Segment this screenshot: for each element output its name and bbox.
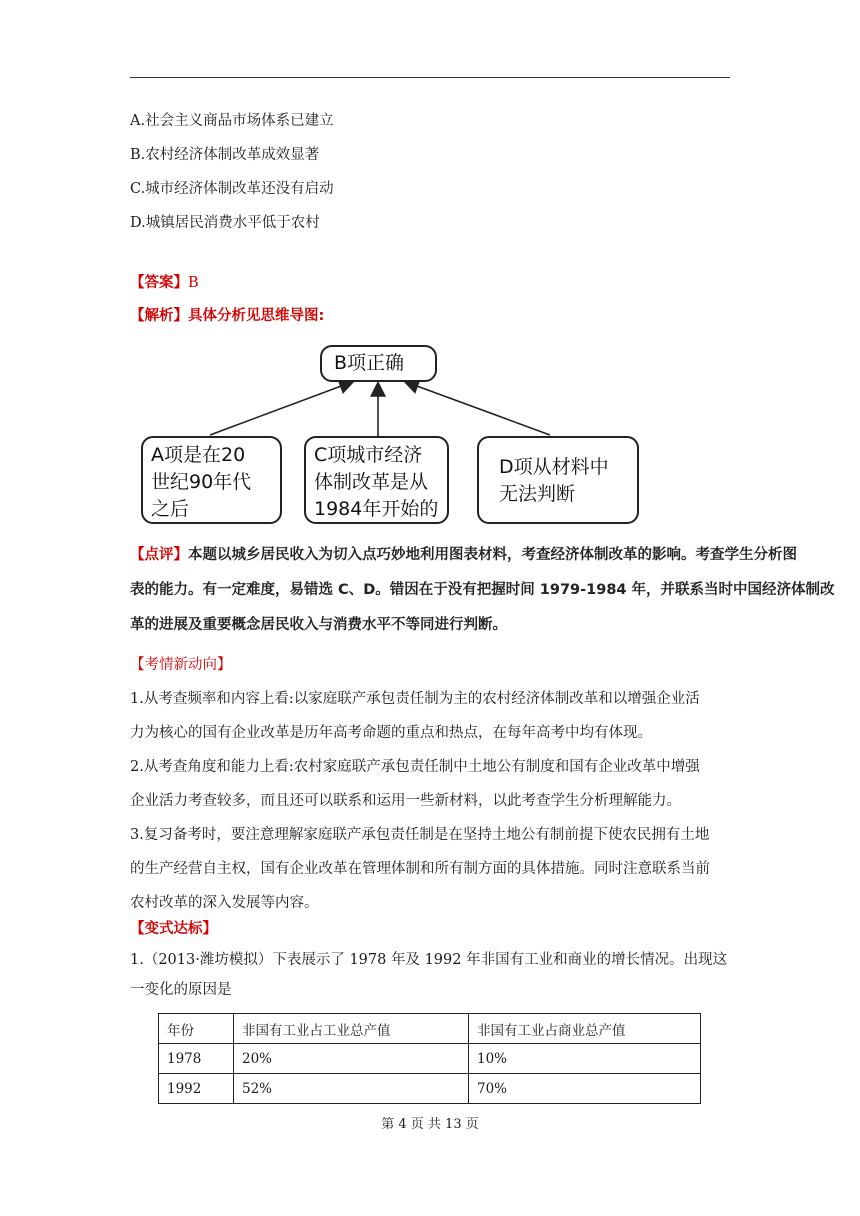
trends-line-7: 农村改革的深入发展等内容。 — [130, 895, 319, 911]
table-header-cell: 年份 — [159, 1014, 234, 1044]
mindmap-root — [320, 345, 437, 382]
node-a-line-3: 之后 — [151, 498, 190, 520]
node-d-line-2: 无法判断 — [499, 483, 576, 505]
option-a: A.社会主义商品市场体系已建立 — [130, 113, 334, 129]
table-header-row — [159, 1014, 701, 1044]
table-header-cell: 非国有工业占工业总产值 — [234, 1014, 469, 1044]
option-d: D.城镇居民消费水平低于农村 — [130, 215, 320, 231]
comment-tag: 【点评】 — [130, 547, 188, 563]
table-cell: 70% — [469, 1074, 701, 1104]
option-c: C.城市经济体制改革还没有启动 — [130, 181, 334, 197]
data-table — [158, 1013, 701, 1104]
node-d-line-1: D项从材料中 — [499, 456, 609, 478]
trends-line-5: 3.复习备考时，要注意理解家庭联产承包责任制是在坚持土地公有制前提下使农民拥有土地 — [130, 827, 710, 843]
mindmap-root-label: B项正确 — [334, 352, 405, 374]
comment-line-1 — [130, 545, 797, 565]
trends-line-6: 的生产经营自主权，国有企业改革在管理体制和所有制方面的具体措施。同时注意联系当前 — [130, 861, 710, 877]
trends-line-1: 1.从考查频率和内容上看:以家庭联产承包责任制为主的农村经济体制改革和以增强企业活 — [130, 691, 700, 707]
mindmap-node-d — [477, 436, 639, 524]
node-c-line-2: 体制改革是从 — [314, 471, 429, 493]
table-cell: 52% — [234, 1074, 469, 1104]
table-cell: 1978 — [159, 1044, 234, 1074]
analysis-text: 具体分析见思维导图: — [188, 308, 325, 324]
table-row — [159, 1074, 701, 1104]
table-cell: 1992 — [159, 1074, 234, 1104]
header-rule — [130, 77, 730, 78]
mindmap-node-a — [141, 436, 282, 524]
table-header-cell: 非国有工业占商业总产值 — [469, 1014, 701, 1044]
arrow-right — [406, 382, 550, 435]
page-footer: 第 4 页 共 13 页 — [381, 1117, 479, 1132]
table-cell: 20% — [234, 1044, 469, 1074]
trends-tag: 【考情新动向】 — [130, 657, 232, 673]
arrow-left — [210, 382, 352, 435]
table-row — [159, 1044, 701, 1074]
analysis-tag: 【解析】 — [130, 308, 188, 324]
comment-text-1: 本题以城乡居民收入为切入点巧妙地利用图表材料，考查经济体制改革的影响。考查学生分析图 — [188, 547, 797, 563]
comment-line-3: 革的进展及重要概念居民收入与消费水平不等同进行判断。 — [130, 617, 507, 633]
trends-line-4: 企业活力考查较多，而且还可以联系和运用一些新材料，以此考查学生分析理解能力。 — [130, 793, 681, 809]
answer-value: B — [188, 275, 199, 291]
node-a-line-2: 世纪90年代 — [151, 471, 252, 493]
practice-line-2: 一变化的原因是 — [130, 982, 232, 998]
analysis-line — [130, 306, 324, 326]
practice-tag: 【变式达标】 — [130, 920, 217, 937]
node-a-line-1: A项是在20 — [151, 444, 246, 466]
mindmap-node-c — [304, 436, 449, 524]
option-b: B.农村经济体制改革成效显著 — [130, 147, 320, 163]
trends-line-2: 力为核心的国有企业改革是历年高考命题的重点和热点，在每年高考中均有体现。 — [130, 725, 652, 741]
node-c-line-3: 1984年开始的 — [314, 498, 439, 520]
comment-line-2: 表的能力。有一定难度，易错选 C、D。错因在于没有把握时间 1979-1984 年，并联系当时中国经济体制改 — [130, 582, 835, 598]
trends-line-3: 2.从考查角度和能力上看:农村家庭联产承包责任制中土地公有制度和国有企业改革中增强 — [130, 759, 700, 775]
node-c-line-1: C项城市经济 — [314, 444, 423, 466]
answer-tag: 【答案】 — [130, 274, 188, 291]
answer-line — [130, 273, 199, 293]
table-cell: 10% — [469, 1044, 701, 1074]
practice-line-1: 1.（2013·潍坊模拟）下表展示了 1978 年及 1992 年非国有工业和商业的增长情况。出现这 — [130, 952, 728, 968]
